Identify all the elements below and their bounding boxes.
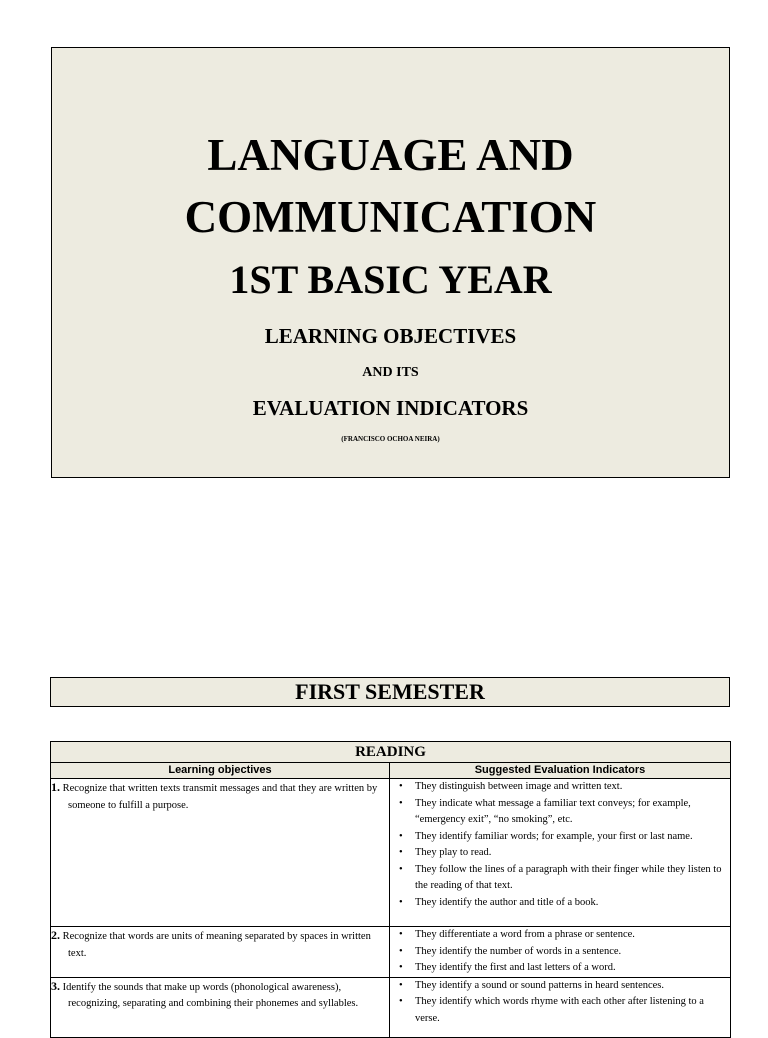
- objective-description: Recognize that words are units of meaning separated by spaces in written text.: [62, 931, 371, 959]
- cover-box: [51, 47, 730, 478]
- cover-title: [52, 124, 729, 248]
- indicator-item: • They identify the first and last letters of a word.: [415, 960, 730, 977]
- objective-number: 2.: [51, 928, 60, 942]
- column-header-objectives: Learning objectives: [51, 763, 390, 779]
- objective-cell: [51, 779, 390, 927]
- table-row: [51, 977, 731, 1037]
- indicator-item: • They identify familiar words; for example, your first or last name.: [415, 829, 730, 846]
- semester-heading: FIRST SEMESTER: [50, 677, 730, 707]
- column-header-indicators: Suggested Evaluation Indicators: [390, 763, 731, 779]
- indicator-list: [390, 978, 730, 1028]
- indicators-cell: [390, 927, 731, 978]
- objective-text: [51, 927, 389, 962]
- indicator-item: • They identify the number of words in a sentence.: [415, 944, 730, 961]
- cover-grade: 1ST BASIC YEAR: [229, 257, 552, 302]
- indicator-list: [390, 927, 730, 977]
- objective-description: Recognize that written texts transmit messages and that they are written by someone to fulfill a purpose.: [62, 783, 378, 811]
- objective-text: [51, 978, 389, 1013]
- objective-number: 3.: [51, 978, 60, 993]
- objective-text: [51, 779, 389, 814]
- indicator-item: • They identify a sound or sound patterns in heard sentences.: [415, 978, 730, 995]
- indicator-item: • They identify which words rhyme with each other after listening to a verse.: [415, 994, 730, 1027]
- indicator-item: • They differentiate a word from a phrase or sentence.: [415, 927, 730, 944]
- objective-cell: [51, 977, 390, 1037]
- indicator-list: [390, 779, 730, 911]
- indicator-item: • They play to read.: [415, 845, 730, 862]
- reading-table-body: [51, 779, 731, 1038]
- objective-cell: [51, 927, 390, 978]
- indicator-item: • They identify the author and title of a book.: [415, 895, 730, 912]
- indicators-cell: [390, 779, 731, 927]
- indicator-item: • They distinguish between image and written text.: [415, 779, 730, 796]
- cover-title-line-1: LANGUAGE AND: [207, 130, 574, 180]
- table-row: [51, 927, 731, 978]
- indicator-item: • They follow the lines of a paragraph with their finger while they listen to the reading of that text.: [415, 862, 730, 895]
- objective-number: 1.: [51, 780, 60, 794]
- cover-subtitle-objectives: LEARNING OBJECTIVES: [264, 324, 517, 348]
- objective-description: Identify the sounds that make up words (phonological awareness), recognizing, separating and combining their phonemes and syllables.: [62, 981, 359, 1009]
- cover-author: (FRANCISCO OCHOA NEIRA): [341, 435, 440, 443]
- reading-table: [50, 741, 731, 1038]
- reading-table-title: READING: [51, 742, 731, 763]
- indicators-cell: [390, 977, 731, 1037]
- cover-subtitle-connector: AND ITS: [362, 365, 419, 380]
- table-row: [51, 779, 731, 927]
- indicator-item: • They indicate what message a familiar text conveys; for example, “emergency exit”, “no smoking”, etc.: [415, 796, 730, 829]
- cover-title-line-2: COMMUNICATION: [184, 192, 597, 242]
- cover-subtitle-indicators: EVALUATION INDICATORS: [252, 396, 529, 420]
